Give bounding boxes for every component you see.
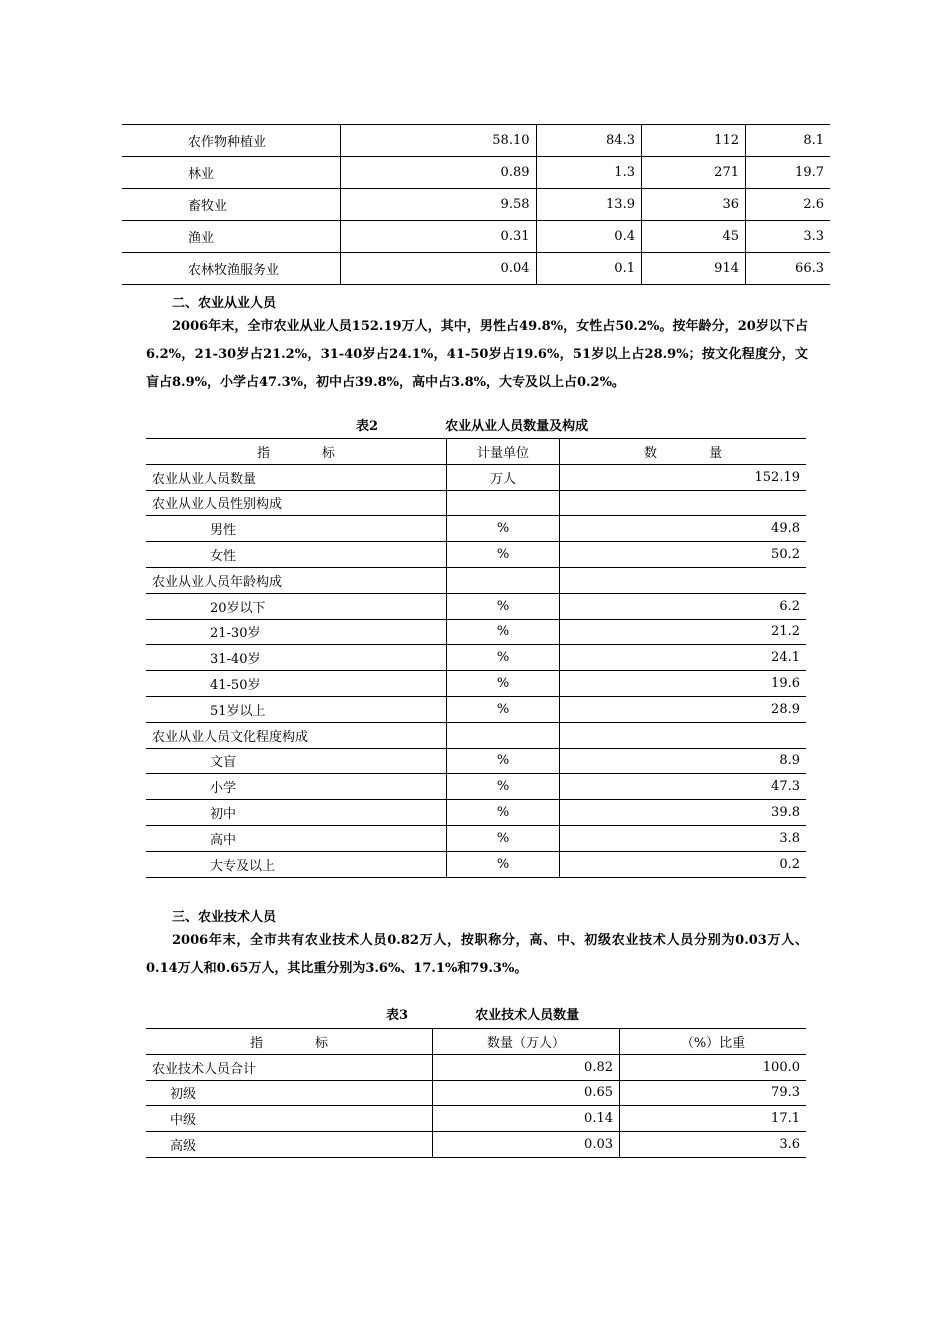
count-value: 36 xyxy=(641,189,745,221)
table2-caption xyxy=(356,415,588,434)
table-row xyxy=(122,157,830,189)
section2-paragraph-text: 2006年末，全市农业从业人员152.19万人，其中，男性占49.8%，女性占50.2%。按年龄分，20岁以下占6.2%，21-30岁占21.2%，31-40岁占24.1%，41-50岁占19.6%，51岁以上占28.9%；按文化程度分，文盲占8.9%，小学占47.3%，初中占39.8%，高中占3.8%，大专及以上占0.2%。 xyxy=(146,319,808,390)
unit: % xyxy=(447,516,560,542)
unit: % xyxy=(447,671,560,697)
table3-header-indicator: 指 标 xyxy=(146,1029,433,1055)
count-value: 914 xyxy=(641,253,745,285)
indicator-name: 大专及以上 xyxy=(146,851,447,877)
indicator-name: 31-40岁 xyxy=(146,645,447,671)
value: 24.1 xyxy=(560,645,807,671)
table-row xyxy=(146,1106,806,1132)
table3-header-row xyxy=(146,1029,806,1055)
output-share: 13.9 xyxy=(536,189,641,221)
unit xyxy=(447,722,560,748)
indicator-name: 文盲 xyxy=(146,748,447,774)
indicator-name: 女性 xyxy=(146,542,447,568)
table-row xyxy=(146,1080,806,1106)
unit xyxy=(447,490,560,516)
count: 0.82 xyxy=(433,1054,620,1080)
output-value: 0.89 xyxy=(340,157,536,189)
table2-header-indicator: 指 标 xyxy=(146,439,447,465)
table-row xyxy=(146,567,806,593)
table-row xyxy=(146,696,806,722)
value: 19.6 xyxy=(560,671,807,697)
unit: % xyxy=(447,645,560,671)
value: 152.19 xyxy=(560,464,807,490)
share: 3.6 xyxy=(620,1132,807,1158)
table-row xyxy=(122,253,830,285)
industry-name: 畜牧业 xyxy=(122,189,340,221)
indicator-name: 初中 xyxy=(146,800,447,826)
table-row xyxy=(146,671,806,697)
indicator-name: 中级 xyxy=(146,1106,433,1132)
indicator-name: 高级 xyxy=(146,1132,433,1158)
table3-header-share: （%）比重 xyxy=(620,1029,807,1055)
value: 28.9 xyxy=(560,696,807,722)
value: 3.8 xyxy=(560,825,807,851)
table1-industry-stats xyxy=(122,124,830,285)
industry-name: 渔业 xyxy=(122,221,340,253)
table2-header-row xyxy=(146,439,806,465)
output-value: 0.31 xyxy=(340,221,536,253)
table2-agri-workers xyxy=(146,438,806,878)
table-row xyxy=(146,1132,806,1158)
count-share: 66.3 xyxy=(746,253,831,285)
table-row xyxy=(146,593,806,619)
industry-name: 农作物种植业 xyxy=(122,125,340,157)
value: 21.2 xyxy=(560,619,807,645)
count-share: 3.3 xyxy=(746,221,831,253)
indicator-name: 农业技术人员合计 xyxy=(146,1054,433,1080)
value: 8.9 xyxy=(560,748,807,774)
table-row xyxy=(146,825,806,851)
count-share: 8.1 xyxy=(746,125,831,157)
unit: % xyxy=(447,593,560,619)
table-row xyxy=(146,800,806,826)
value xyxy=(560,490,807,516)
table-row xyxy=(146,619,806,645)
table-row xyxy=(146,516,806,542)
section3-paragraph-text: 2006年末，全市共有农业技术人员0.82万人，按职称分，高、中、初级农业技术人员分别为0.03万人、0.14万人和0.65万人，其比重分别为3.6%、17.1%和79.3%。 xyxy=(146,933,808,976)
indicator-name: 初级 xyxy=(146,1080,433,1106)
count-value: 112 xyxy=(641,125,745,157)
count-value: 271 xyxy=(641,157,745,189)
value: 47.3 xyxy=(560,774,807,800)
table-row xyxy=(146,722,806,748)
unit: % xyxy=(447,774,560,800)
table-row xyxy=(146,851,806,877)
indicator-name: 小学 xyxy=(146,774,447,800)
share: 17.1 xyxy=(620,1106,807,1132)
indicator-name: 41-50岁 xyxy=(146,671,447,697)
value xyxy=(560,567,807,593)
table3-agri-technicians xyxy=(146,1028,806,1158)
output-value: 58.10 xyxy=(340,125,536,157)
table2-caption-title: 农业从业人员数量及构成 xyxy=(445,419,589,434)
count-value: 45 xyxy=(641,221,745,253)
count-share: 2.6 xyxy=(746,189,831,221)
unit: % xyxy=(447,800,560,826)
output-value: 0.04 xyxy=(340,253,536,285)
table2-header-value: 数 量 xyxy=(560,439,807,465)
indicator-name: 农业从业人员数量 xyxy=(146,464,447,490)
section3-heading: 三、农业技术人员 xyxy=(172,910,277,925)
unit: % xyxy=(447,851,560,877)
table-row xyxy=(146,748,806,774)
table-row xyxy=(122,189,830,221)
table-row xyxy=(146,542,806,568)
output-share: 1.3 xyxy=(536,157,641,189)
indicator-name: 农业从业人员年龄构成 xyxy=(146,567,447,593)
unit: % xyxy=(447,696,560,722)
share: 100.0 xyxy=(620,1054,807,1080)
indicator-name: 男性 xyxy=(146,516,447,542)
output-share: 84.3 xyxy=(536,125,641,157)
section2-heading: 二、农业从业人员 xyxy=(172,296,277,311)
unit: % xyxy=(447,542,560,568)
share: 79.3 xyxy=(620,1080,807,1106)
count: 0.14 xyxy=(433,1106,620,1132)
table-row xyxy=(146,1054,806,1080)
table-row xyxy=(146,490,806,516)
table-row xyxy=(122,125,830,157)
value: 0.2 xyxy=(560,851,807,877)
count: 0.03 xyxy=(433,1132,620,1158)
table-row xyxy=(146,645,806,671)
indicator-name: 51岁以上 xyxy=(146,696,447,722)
table-row xyxy=(146,774,806,800)
output-value: 9.58 xyxy=(340,189,536,221)
indicator-name: 20岁以下 xyxy=(146,593,447,619)
table-row xyxy=(122,221,830,253)
indicator-name: 21-30岁 xyxy=(146,619,447,645)
unit: % xyxy=(447,619,560,645)
value: 39.8 xyxy=(560,800,807,826)
unit: 万人 xyxy=(447,464,560,490)
section3-paragraph xyxy=(146,927,808,983)
indicator-name: 农业从业人员性别构成 xyxy=(146,490,447,516)
indicator-name: 农业从业人员文化程度构成 xyxy=(146,722,447,748)
output-share: 0.1 xyxy=(536,253,641,285)
industry-name: 林业 xyxy=(122,157,340,189)
table3-caption-title: 农业技术人员数量 xyxy=(475,1008,580,1023)
output-share: 0.4 xyxy=(536,221,641,253)
unit xyxy=(447,567,560,593)
table-row xyxy=(146,464,806,490)
value xyxy=(560,722,807,748)
table2-caption-number: 表2 xyxy=(356,419,379,434)
industry-name: 农林牧渔服务业 xyxy=(122,253,340,285)
table3-caption-number: 表3 xyxy=(386,1008,409,1023)
section2-paragraph xyxy=(146,313,808,397)
unit: % xyxy=(447,825,560,851)
table3-header-count: 数量（万人） xyxy=(433,1029,620,1055)
count: 0.65 xyxy=(433,1080,620,1106)
count-share: 19.7 xyxy=(746,157,831,189)
table3-caption xyxy=(386,1004,579,1023)
value: 49.8 xyxy=(560,516,807,542)
table2-header-unit: 计量单位 xyxy=(447,439,560,465)
value: 50.2 xyxy=(560,542,807,568)
unit: % xyxy=(447,748,560,774)
indicator-name: 高中 xyxy=(146,825,447,851)
value: 6.2 xyxy=(560,593,807,619)
